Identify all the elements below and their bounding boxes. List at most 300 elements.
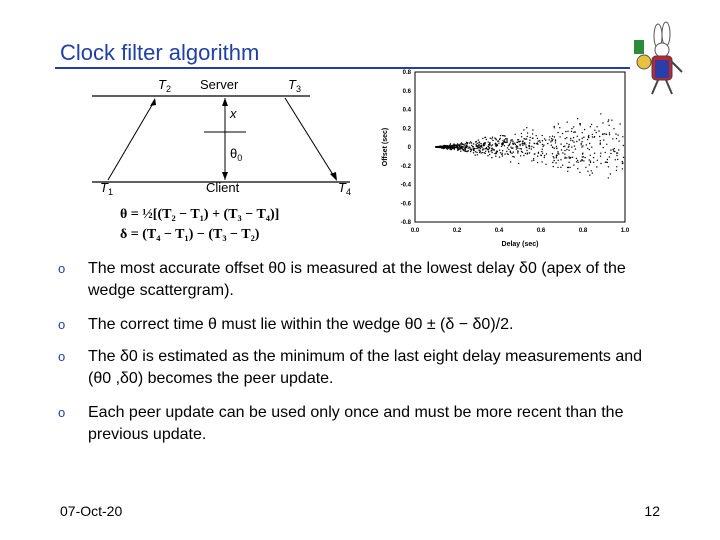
scatter-point bbox=[560, 167, 561, 168]
y-tick-label: 0.4 bbox=[402, 107, 411, 114]
scatter-point bbox=[503, 141, 504, 142]
scatter-point bbox=[519, 148, 520, 149]
scatter-point bbox=[539, 140, 540, 141]
scatter-point bbox=[489, 144, 490, 145]
x-axis-label: Delay (sec) bbox=[501, 241, 539, 248]
scatter-point bbox=[534, 153, 535, 154]
scatter-point bbox=[495, 153, 496, 154]
scatter-point bbox=[512, 156, 513, 157]
scatter-point bbox=[502, 153, 503, 154]
scatter-point bbox=[618, 149, 619, 150]
scatter-point bbox=[552, 162, 553, 163]
scatter-point bbox=[600, 156, 601, 157]
scatter-point bbox=[492, 137, 493, 138]
scatter-point bbox=[495, 156, 496, 157]
scatter-point bbox=[471, 150, 472, 151]
scatter-point bbox=[593, 157, 594, 158]
scatter-point bbox=[547, 143, 548, 144]
scatter-point bbox=[500, 152, 501, 153]
scatter-point bbox=[452, 146, 453, 147]
scatter-point bbox=[533, 147, 534, 148]
scatter-point bbox=[543, 144, 544, 145]
scatter-point bbox=[544, 138, 545, 139]
scatter-point bbox=[482, 152, 483, 153]
scatter-point bbox=[608, 166, 609, 167]
scatter-point bbox=[556, 155, 557, 156]
scatter-point bbox=[498, 143, 499, 144]
scatter-point bbox=[572, 157, 573, 158]
scatter-point bbox=[475, 155, 476, 156]
scatter-point bbox=[596, 132, 597, 133]
bullet-marker: o bbox=[58, 349, 66, 364]
scatter-point bbox=[616, 152, 617, 153]
equation-delta: δ = (T₄ − T₁) − (T₃ − T₂) bbox=[120, 227, 260, 242]
scatter-point bbox=[478, 145, 479, 146]
scatter-point bbox=[449, 147, 450, 148]
scatter-point bbox=[533, 158, 534, 159]
scatter-point bbox=[469, 147, 470, 148]
footer-date: 07-Oct-20 bbox=[60, 503, 123, 519]
scatter-point bbox=[613, 150, 614, 151]
slide-title: Clock filter algorithm bbox=[60, 40, 260, 65]
label-x: x bbox=[230, 106, 237, 121]
scatter-point bbox=[608, 119, 609, 120]
scatter-point bbox=[510, 147, 511, 148]
request-arrow bbox=[108, 100, 155, 180]
scatter-point bbox=[450, 149, 451, 150]
scatter-point bbox=[537, 155, 538, 156]
scatter-point bbox=[564, 150, 565, 151]
scatter-point bbox=[618, 140, 619, 141]
scatter-point bbox=[525, 153, 526, 154]
scatter-point bbox=[470, 151, 471, 152]
scatter-point bbox=[602, 122, 603, 123]
scatter-point bbox=[507, 147, 508, 148]
scatter-point bbox=[527, 136, 528, 137]
scatter-point bbox=[448, 145, 449, 146]
scatter-point bbox=[498, 140, 499, 141]
scatter-point bbox=[598, 130, 599, 131]
scatter-point bbox=[616, 138, 617, 139]
scatter-point bbox=[610, 173, 611, 174]
scatter-point bbox=[466, 151, 467, 152]
scatter-point bbox=[509, 144, 510, 145]
scatter-point bbox=[616, 170, 617, 171]
scatter-point bbox=[622, 168, 623, 169]
scatter-point bbox=[481, 145, 482, 146]
scatter-point bbox=[589, 149, 590, 150]
scatter-point bbox=[529, 142, 530, 143]
scatter-point bbox=[573, 137, 574, 138]
scatter-point bbox=[589, 159, 590, 160]
scatter-point bbox=[554, 136, 555, 137]
scatter-point bbox=[570, 140, 571, 141]
scatter-point bbox=[468, 148, 469, 149]
scatter-point bbox=[542, 153, 543, 154]
timing-diagram bbox=[80, 70, 380, 250]
scatter-point bbox=[536, 143, 537, 144]
x-tick-label: 0.4 bbox=[494, 228, 504, 234]
offset-delay-scatter bbox=[375, 62, 640, 252]
scatter-point bbox=[491, 148, 492, 149]
scatter-point bbox=[542, 135, 543, 136]
scatter-point bbox=[552, 147, 553, 148]
scatter-point bbox=[577, 160, 578, 161]
scatter-point bbox=[470, 141, 471, 142]
scatter-point bbox=[584, 157, 585, 158]
scatter-point bbox=[573, 141, 574, 142]
scatter-point bbox=[600, 142, 601, 143]
scatter-point bbox=[574, 131, 575, 132]
scatter-point bbox=[448, 147, 449, 148]
scatter-point bbox=[552, 136, 553, 137]
scatter-point bbox=[532, 133, 533, 134]
y-tick-label: 0.8 bbox=[402, 70, 411, 76]
scatter-point bbox=[471, 145, 472, 146]
scatter-point bbox=[527, 153, 528, 154]
scatter-point bbox=[594, 130, 595, 131]
scatter-point bbox=[510, 142, 511, 143]
scatter-point bbox=[551, 140, 552, 141]
scatter-point bbox=[510, 151, 511, 152]
scatter-point bbox=[485, 153, 486, 154]
scatter-point bbox=[517, 139, 518, 140]
scatter-point bbox=[502, 135, 503, 136]
scatter-point bbox=[491, 145, 492, 146]
scatter-point bbox=[581, 146, 582, 147]
scatter-point bbox=[466, 142, 467, 143]
scatter-point bbox=[561, 149, 562, 150]
scatter-point bbox=[492, 140, 493, 141]
scatter-point bbox=[511, 153, 512, 154]
scatter-point bbox=[521, 151, 522, 152]
scatter-point bbox=[526, 147, 527, 148]
scatter-point bbox=[464, 144, 465, 145]
scatter-point bbox=[538, 153, 539, 154]
scatter-point bbox=[577, 168, 578, 169]
scatter-point bbox=[587, 148, 588, 149]
scatter-point bbox=[488, 141, 489, 142]
scatter-point bbox=[454, 146, 455, 147]
scatter-point bbox=[490, 138, 491, 139]
scatter-point bbox=[532, 138, 533, 139]
equation-theta: θ = ½[(T₂ − T₁) + (T₃ − T₄)] bbox=[120, 207, 280, 222]
scatter-point bbox=[489, 154, 490, 155]
scatter-point bbox=[591, 170, 592, 171]
scatter-point bbox=[603, 147, 604, 148]
scatter-point bbox=[537, 138, 538, 139]
scatter-point bbox=[582, 153, 583, 154]
scatter-point bbox=[458, 145, 459, 146]
scatter-point bbox=[488, 151, 489, 152]
scatter-point bbox=[515, 146, 516, 147]
scatter-point bbox=[508, 145, 509, 146]
scatter-point bbox=[485, 151, 486, 152]
response-arrow bbox=[285, 98, 335, 178]
scatter-point bbox=[615, 159, 616, 160]
scatter-point bbox=[588, 135, 589, 136]
scatter-point bbox=[486, 139, 487, 140]
scatter-point bbox=[475, 151, 476, 152]
scatter-point bbox=[487, 148, 488, 149]
scatter-point bbox=[483, 143, 484, 144]
scatter-point bbox=[611, 120, 612, 121]
x-tick-label: 0.0 bbox=[410, 228, 420, 234]
scatter-point bbox=[487, 155, 488, 156]
scatter-point bbox=[556, 157, 557, 158]
scatter-point bbox=[496, 152, 497, 153]
scatter-point bbox=[599, 136, 600, 137]
scatter-point bbox=[533, 160, 534, 161]
scatter-point bbox=[567, 167, 568, 168]
scatter-point bbox=[469, 142, 470, 143]
scatter-point bbox=[491, 150, 492, 151]
scatter-point bbox=[463, 144, 464, 145]
bullet-marker: o bbox=[58, 317, 66, 332]
scatter-point bbox=[573, 126, 574, 127]
svg-text:T4: $T_4$ bbox=[338, 180, 351, 197]
scatter-point bbox=[488, 148, 489, 149]
scatter-point bbox=[617, 159, 618, 160]
scatter-point bbox=[484, 137, 485, 138]
scatter-point bbox=[588, 136, 589, 137]
scatter-point bbox=[541, 155, 542, 156]
scatter-point bbox=[544, 155, 545, 156]
scatter-point bbox=[565, 138, 566, 139]
scatter-point bbox=[578, 162, 579, 163]
scatter-point bbox=[436, 146, 437, 147]
scatter-point bbox=[510, 152, 511, 153]
scatter-point bbox=[482, 138, 483, 139]
scatter-point bbox=[529, 146, 530, 147]
x-tick-label: 0.6 bbox=[536, 228, 546, 234]
scatter-point bbox=[503, 135, 504, 136]
scatter-point bbox=[478, 149, 479, 150]
scatter-point bbox=[587, 171, 588, 172]
scatter-point bbox=[475, 144, 476, 145]
scatter-point bbox=[478, 139, 479, 140]
scatter-point bbox=[569, 167, 570, 168]
scatter-point bbox=[568, 150, 569, 151]
scatter-point bbox=[454, 149, 455, 150]
x-tick-label: 1.0 bbox=[620, 228, 630, 234]
scatter-point bbox=[562, 165, 563, 166]
scatter-point bbox=[555, 162, 556, 163]
scatter-point bbox=[556, 146, 557, 147]
scatter-point bbox=[499, 156, 500, 157]
scatter-point bbox=[519, 145, 520, 146]
scatter-point bbox=[583, 137, 584, 138]
scatter-point bbox=[481, 146, 482, 147]
scatter-point bbox=[573, 164, 574, 165]
scatter-point bbox=[567, 131, 568, 132]
scatter-point bbox=[479, 141, 480, 142]
scatter-point bbox=[447, 145, 448, 146]
scatter-point bbox=[552, 153, 553, 154]
scatter-point bbox=[589, 175, 590, 176]
scatter-point bbox=[542, 149, 543, 150]
scatter-point bbox=[550, 141, 551, 142]
scatter-point bbox=[537, 144, 538, 145]
y-tick-label: -0.4 bbox=[400, 182, 411, 189]
scatter-point bbox=[456, 146, 457, 147]
scatter-point bbox=[554, 148, 555, 149]
scatter-point bbox=[453, 147, 454, 148]
scatter-point bbox=[491, 157, 492, 158]
scatter-point bbox=[480, 143, 481, 144]
scatter-point bbox=[530, 137, 531, 138]
scatter-point bbox=[567, 121, 568, 122]
scatter-point bbox=[454, 144, 455, 145]
scatter-point bbox=[534, 143, 535, 144]
scatter-point bbox=[592, 172, 593, 173]
scatter-point bbox=[459, 146, 460, 147]
scatter-point bbox=[506, 142, 507, 143]
scatter-point bbox=[554, 127, 555, 128]
scatter-point bbox=[591, 124, 592, 125]
scatter-point bbox=[496, 144, 497, 145]
scatter-point bbox=[568, 147, 569, 148]
scatter-point bbox=[603, 139, 604, 140]
x-tick-label: 0.2 bbox=[452, 228, 462, 234]
scatter-point bbox=[571, 131, 572, 132]
scatter-point bbox=[596, 126, 597, 127]
scatter-point bbox=[557, 153, 558, 154]
scatter-point bbox=[525, 144, 526, 145]
scatter-point bbox=[600, 153, 601, 154]
scatter-point bbox=[531, 146, 532, 147]
scatter-point bbox=[558, 123, 559, 124]
scatter-point bbox=[466, 145, 467, 146]
scatter-point bbox=[506, 151, 507, 152]
scatter-point bbox=[600, 163, 601, 164]
scatter-point bbox=[576, 158, 577, 159]
scatter-point bbox=[514, 156, 515, 157]
scatter-point bbox=[568, 144, 569, 145]
scatter-point bbox=[606, 144, 607, 145]
scatter-point bbox=[504, 145, 505, 146]
scatter-point bbox=[575, 148, 576, 149]
scatter-point bbox=[521, 136, 522, 137]
scatter-point bbox=[600, 140, 601, 141]
scatter-point bbox=[592, 136, 593, 137]
scatter-point bbox=[455, 147, 456, 148]
scatter-point bbox=[560, 143, 561, 144]
label-t3: T bbox=[288, 77, 296, 92]
scatter-point bbox=[506, 140, 507, 141]
scatter-point bbox=[546, 153, 547, 154]
scatter-point bbox=[590, 126, 591, 127]
scatter-point bbox=[542, 140, 543, 141]
scatter-point bbox=[549, 136, 550, 137]
scatter-point bbox=[524, 142, 525, 143]
scatter-point bbox=[531, 148, 532, 149]
scatter-point bbox=[616, 155, 617, 156]
scatter-point bbox=[526, 138, 527, 139]
scatter-point bbox=[623, 157, 624, 158]
scatter-point bbox=[582, 138, 583, 139]
scatter-point bbox=[529, 145, 530, 146]
scatter-point bbox=[607, 121, 608, 122]
scatter-point bbox=[586, 144, 587, 145]
scatter-point bbox=[580, 124, 581, 125]
scatter-point bbox=[551, 138, 552, 139]
scatter-point bbox=[562, 133, 563, 134]
scatter-point bbox=[495, 138, 496, 139]
scatter-point bbox=[615, 133, 616, 134]
scatter-point bbox=[581, 141, 582, 142]
scatter-point bbox=[549, 139, 550, 140]
scatter-point bbox=[600, 113, 601, 114]
scatter-point bbox=[577, 118, 578, 119]
scatter-point bbox=[521, 133, 522, 134]
scatter-point bbox=[475, 141, 476, 142]
scatter-point bbox=[492, 144, 493, 145]
scatter-point bbox=[465, 146, 466, 147]
svg-text:θ0: $\theta_0$ bbox=[230, 146, 243, 163]
scatter-point bbox=[597, 160, 598, 161]
scatter-point bbox=[462, 148, 463, 149]
scatter-point bbox=[515, 144, 516, 145]
scatter-point bbox=[577, 136, 578, 137]
scatter-point bbox=[609, 156, 610, 157]
scatter-point bbox=[499, 150, 500, 151]
label-t4: T bbox=[338, 180, 346, 195]
scatter-point bbox=[512, 139, 513, 140]
scatter-point bbox=[526, 127, 527, 128]
scatter-point bbox=[551, 145, 552, 146]
scatter-point bbox=[463, 146, 464, 147]
scatter-point bbox=[480, 151, 481, 152]
scatter-point bbox=[557, 167, 558, 168]
scatter-point bbox=[479, 152, 480, 153]
scatter-point bbox=[500, 135, 501, 136]
scatter-point bbox=[529, 152, 530, 153]
y-tick-label: -0.6 bbox=[400, 201, 411, 208]
scatter-point bbox=[542, 146, 543, 147]
scatter-point bbox=[612, 149, 613, 150]
scatter-point bbox=[557, 132, 558, 133]
y-tick-label: 0.6 bbox=[402, 88, 411, 95]
scatter-point bbox=[461, 146, 462, 147]
label-theta0: θ bbox=[230, 146, 238, 161]
scatter-point bbox=[559, 127, 560, 128]
scatter-point bbox=[516, 148, 517, 149]
scatter-point bbox=[504, 139, 505, 140]
scatter-point bbox=[579, 139, 580, 140]
scatter-point bbox=[570, 138, 571, 139]
scatter-point bbox=[540, 142, 541, 143]
scatter-point bbox=[523, 129, 524, 130]
scatter-point bbox=[502, 144, 503, 145]
scatter-point bbox=[438, 146, 439, 147]
scatter-point bbox=[566, 143, 567, 144]
scatter-point bbox=[441, 146, 442, 147]
scatter-point bbox=[536, 135, 537, 136]
scatter-point bbox=[609, 132, 610, 133]
scatter-point bbox=[472, 146, 473, 147]
y-axis-label: Offset (sec) bbox=[382, 127, 389, 167]
scatter-point bbox=[610, 149, 611, 150]
scatter-point bbox=[517, 152, 518, 153]
scatter-point bbox=[467, 151, 468, 152]
scatter-point bbox=[581, 143, 582, 144]
scatter-point bbox=[516, 142, 517, 143]
scatter-point bbox=[517, 151, 518, 152]
scatter-point bbox=[491, 152, 492, 153]
scatter-point bbox=[476, 152, 477, 153]
scatter-point bbox=[489, 147, 490, 148]
